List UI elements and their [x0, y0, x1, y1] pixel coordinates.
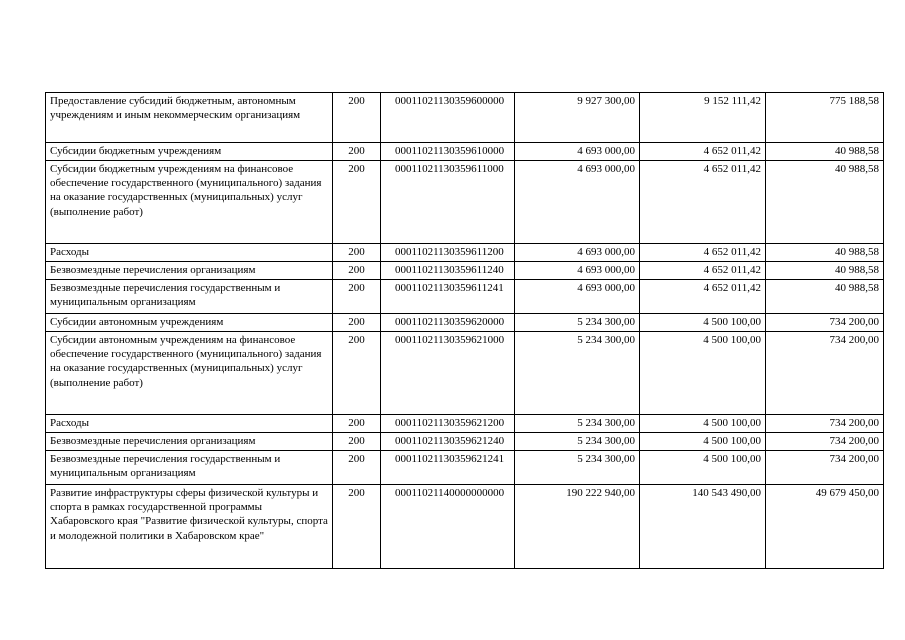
row-approved-amount: 4 693 000,00 — [515, 280, 640, 314]
row-remaining-amount: 40 988,58 — [766, 143, 884, 161]
row-remaining-amount: 734 200,00 — [766, 314, 884, 332]
row-line-code: 200 — [333, 244, 381, 262]
row-name: Безвозмездные перечисления государственным и муниципальным организациям — [46, 451, 333, 485]
row-executed-amount: 4 652 011,42 — [640, 143, 766, 161]
row-name: Безвозмездные перечисления организациям — [46, 262, 333, 280]
row-line-code: 200 — [333, 143, 381, 161]
row-budget-code: 00011021130359600000 — [381, 93, 515, 143]
row-line-code: 200 — [333, 415, 381, 433]
table-row — [46, 415, 884, 433]
table-row — [46, 433, 884, 451]
row-budget-code: 00011021130359611241 — [381, 280, 515, 314]
table-row — [46, 280, 884, 314]
row-budget-code: 00011021130359620000 — [381, 314, 515, 332]
row-executed-amount: 9 152 111,42 — [640, 93, 766, 143]
row-approved-amount: 4 693 000,00 — [515, 244, 640, 262]
row-line-code: 200 — [333, 280, 381, 314]
row-name: Расходы — [46, 415, 333, 433]
row-executed-amount: 4 652 011,42 — [640, 280, 766, 314]
row-executed-amount: 4 500 100,00 — [640, 451, 766, 485]
row-budget-code: 00011021130359621240 — [381, 433, 515, 451]
row-executed-amount: 4 500 100,00 — [640, 433, 766, 451]
row-executed-amount: 4 652 011,42 — [640, 161, 766, 244]
row-remaining-amount: 775 188,58 — [766, 93, 884, 143]
row-line-code: 200 — [333, 161, 381, 244]
table-row — [46, 332, 884, 415]
row-approved-amount: 5 234 300,00 — [515, 332, 640, 415]
row-name: Субсидии автономным учреждениям на финансовое обеспечение государственного (муниципального) задания на оказание государственных (муниципальных) услуг (выполнение работ) — [46, 332, 333, 415]
row-approved-amount: 4 693 000,00 — [515, 143, 640, 161]
row-line-code: 200 — [333, 332, 381, 415]
row-remaining-amount: 40 988,58 — [766, 262, 884, 280]
row-budget-code: 00011021130359621200 — [381, 415, 515, 433]
row-executed-amount: 4 500 100,00 — [640, 415, 766, 433]
row-remaining-amount: 734 200,00 — [766, 415, 884, 433]
row-name: Субсидии автономным учреждениям — [46, 314, 333, 332]
budget-execution-table — [45, 92, 884, 569]
row-executed-amount: 140 543 490,00 — [640, 485, 766, 569]
row-remaining-amount: 40 988,58 — [766, 280, 884, 314]
row-name: Развитие инфраструктуры сферы физической культуры и спорта в рамках государственной программы Хабаровского края "Развитие физической культуры, спорта и молодежной политики в Хабаровском крае" — [46, 485, 333, 569]
row-budget-code: 00011021130359621241 — [381, 451, 515, 485]
row-budget-code: 00011021140000000000 — [381, 485, 515, 569]
row-approved-amount: 5 234 300,00 — [515, 451, 640, 485]
row-line-code: 200 — [333, 262, 381, 280]
row-budget-code: 00011021130359611240 — [381, 262, 515, 280]
row-remaining-amount: 734 200,00 — [766, 332, 884, 415]
row-name: Субсидии бюджетным учреждениям — [46, 143, 333, 161]
row-budget-code: 00011021130359611200 — [381, 244, 515, 262]
row-approved-amount: 4 693 000,00 — [515, 262, 640, 280]
row-name: Безвозмездные перечисления государственным и муниципальным организациям — [46, 280, 333, 314]
row-line-code: 200 — [333, 314, 381, 332]
row-executed-amount: 4 500 100,00 — [640, 314, 766, 332]
row-remaining-amount: 734 200,00 — [766, 433, 884, 451]
row-name: Субсидии бюджетным учреждениям на финансовое обеспечение государственного (муниципального) задания на оказание государственных (муниципальных) услуг (выполнение работ) — [46, 161, 333, 244]
row-remaining-amount: 40 988,58 — [766, 161, 884, 244]
row-line-code: 200 — [333, 433, 381, 451]
row-line-code: 200 — [333, 93, 381, 143]
table-row — [46, 143, 884, 161]
table-row — [46, 244, 884, 262]
row-budget-code: 00011021130359611000 — [381, 161, 515, 244]
row-approved-amount: 5 234 300,00 — [515, 433, 640, 451]
row-line-code: 200 — [333, 451, 381, 485]
row-approved-amount: 190 222 940,00 — [515, 485, 640, 569]
table-row — [46, 485, 884, 569]
row-approved-amount: 4 693 000,00 — [515, 161, 640, 244]
row-approved-amount: 5 234 300,00 — [515, 314, 640, 332]
row-line-code: 200 — [333, 485, 381, 569]
row-executed-amount: 4 652 011,42 — [640, 244, 766, 262]
row-remaining-amount: 40 988,58 — [766, 244, 884, 262]
row-approved-amount: 9 927 300,00 — [515, 93, 640, 143]
row-remaining-amount: 49 679 450,00 — [766, 485, 884, 569]
row-executed-amount: 4 500 100,00 — [640, 332, 766, 415]
table-row — [46, 314, 884, 332]
row-budget-code: 00011021130359610000 — [381, 143, 515, 161]
row-remaining-amount: 734 200,00 — [766, 451, 884, 485]
row-approved-amount: 5 234 300,00 — [515, 415, 640, 433]
row-name: Предоставление субсидий бюджетным, автономным учреждениям и иным некоммерческим организациям — [46, 93, 333, 143]
table-row — [46, 262, 884, 280]
table-row — [46, 93, 884, 143]
row-budget-code: 00011021130359621000 — [381, 332, 515, 415]
row-name: Расходы — [46, 244, 333, 262]
row-name: Безвозмездные перечисления организациям — [46, 433, 333, 451]
row-executed-amount: 4 652 011,42 — [640, 262, 766, 280]
table-row — [46, 161, 884, 244]
table-row — [46, 451, 884, 485]
